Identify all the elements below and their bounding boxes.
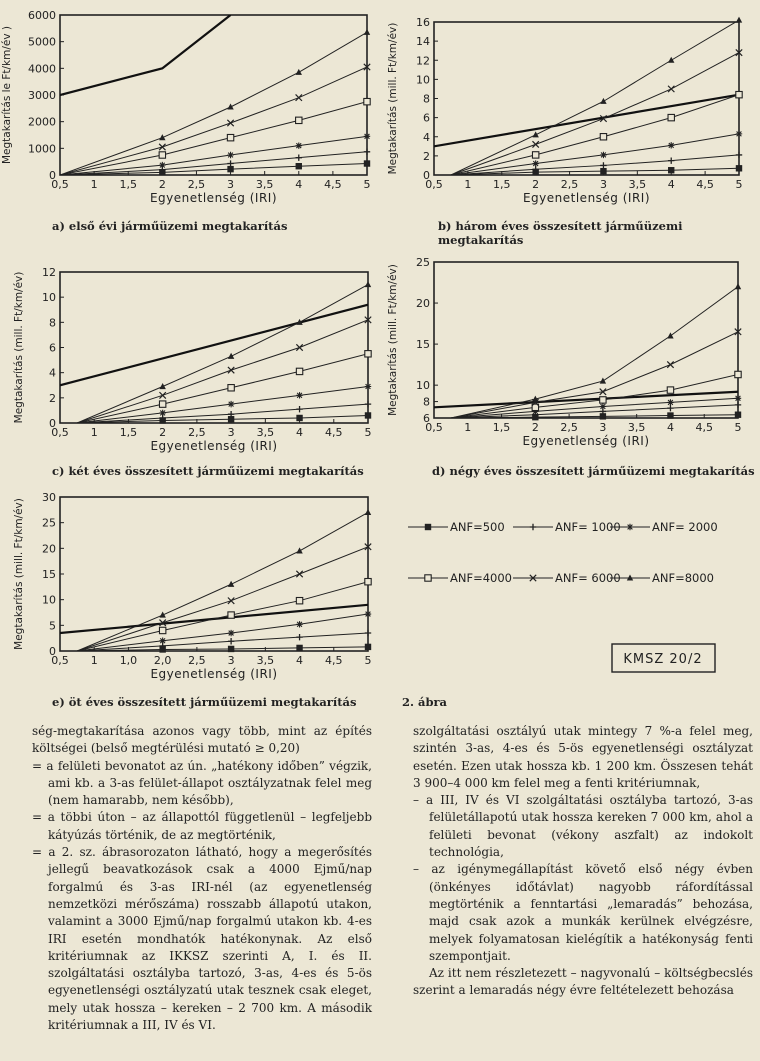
right-paragraph-1: – a III, IV és VI szolgáltatási osztályba tartozó, 3-as felületállapotú utak hossza kereken 7 000 km, ahol a felületi bevonat (vékony aszfalt) az indokolt technológia, xyxy=(413,793,753,860)
data-point xyxy=(668,157,674,163)
data-point xyxy=(296,415,302,421)
data-point xyxy=(667,332,673,338)
data-point xyxy=(296,142,302,148)
y-tick-label: 3000 xyxy=(28,89,56,102)
y-tick-label: 10 xyxy=(416,379,430,393)
data-point xyxy=(159,410,165,416)
x-tick-label: 2 xyxy=(158,178,166,191)
x-tick-label: 0,5 xyxy=(51,426,69,439)
y-tick-label: 15 xyxy=(42,568,56,581)
x-tick-label: 3,5 xyxy=(628,178,647,191)
data-point xyxy=(228,581,234,587)
data-point xyxy=(735,395,741,401)
legend-item xyxy=(610,571,714,585)
x-tick-label: 4,5 xyxy=(324,178,342,191)
data-point xyxy=(364,160,370,166)
x-tick-label: 1 xyxy=(464,421,472,434)
series-line-anf-8000 xyxy=(77,285,368,423)
data-point xyxy=(364,149,370,155)
plot-frame xyxy=(434,22,739,175)
data-point xyxy=(365,630,371,636)
series-line-anf-1000 xyxy=(60,152,367,175)
data-point xyxy=(667,387,673,393)
data-point xyxy=(228,646,234,652)
data-point xyxy=(296,368,302,374)
x-tick-label: 3,5 xyxy=(256,426,275,439)
x-tick-label: 1 xyxy=(464,178,472,191)
data-point xyxy=(365,412,371,418)
legend-label: ANF= 6000 xyxy=(555,571,621,585)
data-point xyxy=(159,144,165,150)
data-point xyxy=(365,281,371,287)
caption-chart-a: a) első évi járműüzemi megtakarítás xyxy=(52,219,288,233)
x-tick-label: 2,5 xyxy=(188,426,206,439)
x-tick-label: 4,5 xyxy=(696,178,714,191)
y-axis-label: Megtakarítás le Ft/km/év ) xyxy=(1,25,13,165)
kmsz-box xyxy=(612,644,715,672)
x-tick-label: 2,5 xyxy=(560,178,579,191)
data-point xyxy=(227,152,233,158)
x-tick-label: 1,5 xyxy=(492,421,511,434)
x-tick-label: 4,5 xyxy=(325,654,343,667)
x-tick-label: 0,5 xyxy=(425,421,443,434)
right-paragraph-3: Az itt nem részletezett – nagyvonalú – költségbecslés szerint a lemaradás négy évre feltételezett behozása xyxy=(413,966,753,998)
x-tick-label: 2,0 xyxy=(153,654,172,667)
data-point xyxy=(228,638,234,644)
y-tick-label: 0 xyxy=(49,645,56,658)
x-tick-label: 4 xyxy=(296,426,304,439)
caption-chart-b: b) három éves összesített járműüzemi megtakarítás xyxy=(438,219,683,247)
y-tick-label: 12 xyxy=(42,266,56,279)
chart-d xyxy=(387,256,742,448)
data-point xyxy=(668,167,674,173)
y-tick-label: 8 xyxy=(49,316,56,330)
left-paragraph-2: = a többi úton – az állapottól függetlenül – legfeljebb kátyúzás történik, de az megtörténik, xyxy=(32,810,372,842)
legend-marker xyxy=(425,524,431,530)
legend-marker xyxy=(627,524,633,530)
cost-line xyxy=(60,305,368,386)
x-tick-label: 1 xyxy=(90,178,98,191)
data-point xyxy=(735,283,741,289)
data-point xyxy=(532,141,538,147)
y-tick-label: 4 xyxy=(49,366,56,380)
y-tick-label: 2000 xyxy=(28,115,56,129)
x-tick-label: 3 xyxy=(227,654,235,667)
y-tick-label: 25 xyxy=(42,516,56,530)
data-point xyxy=(736,152,742,158)
data-point xyxy=(667,405,673,411)
y-tick-label: 25 xyxy=(416,256,430,269)
series-line-anf-4000 xyxy=(77,354,368,423)
series-line-anf-6000 xyxy=(451,53,739,175)
data-point xyxy=(668,142,674,148)
data-point xyxy=(364,133,370,139)
data-point xyxy=(600,168,606,174)
x-tick-label: 3,5 xyxy=(256,654,275,667)
x-tick-label: 2 xyxy=(532,178,540,191)
x-tick-label: 5 xyxy=(364,426,372,439)
data-point xyxy=(600,378,606,384)
data-point xyxy=(735,412,741,418)
x-tick-label: 5 xyxy=(734,421,742,434)
legend-label: ANF= 1000 xyxy=(555,520,621,534)
y-tick-label: 0 xyxy=(423,169,430,182)
data-point xyxy=(532,160,538,166)
series-line-anf-1000 xyxy=(77,633,368,651)
data-point xyxy=(228,353,234,359)
y-tick-label: 15 xyxy=(416,338,430,352)
series-line-anf-4000 xyxy=(451,95,739,175)
legend-item xyxy=(513,571,621,585)
data-point xyxy=(667,412,673,418)
x-tick-label: 1,0 xyxy=(119,654,138,667)
legend-marker xyxy=(530,524,536,530)
data-point xyxy=(159,392,165,398)
x-tick-label: 2,5 xyxy=(560,421,578,434)
data-point xyxy=(735,402,741,408)
series-line-anf-8000 xyxy=(451,20,739,175)
x-tick-label: 3 xyxy=(227,178,235,191)
x-tick-label: 4 xyxy=(296,654,304,667)
data-point xyxy=(296,634,302,640)
y-tick-label: 5000 xyxy=(28,35,56,49)
y-tick-label: 30 xyxy=(42,491,56,504)
data-point xyxy=(667,399,673,405)
chart-a xyxy=(1,9,371,205)
kmsz-label: KMSZ 20/2 xyxy=(623,652,703,667)
y-tick-label: 16 xyxy=(416,16,430,29)
data-point xyxy=(296,154,302,160)
data-point xyxy=(296,597,302,603)
x-tick-label: 2 xyxy=(531,421,539,434)
data-point xyxy=(159,162,165,168)
data-point xyxy=(228,367,234,373)
data-point xyxy=(228,385,234,391)
data-point xyxy=(228,401,234,407)
x-tick-label: 4,5 xyxy=(695,421,713,434)
y-tick-label: 20 xyxy=(416,297,430,311)
chart-e xyxy=(13,491,372,681)
data-point xyxy=(532,152,538,158)
x-tick-label: 1 xyxy=(90,426,98,439)
legend-marker xyxy=(425,575,431,581)
y-tick-label: 12 xyxy=(416,54,430,68)
data-point xyxy=(668,86,674,92)
data-point xyxy=(296,117,302,123)
x-tick-label: 1 xyxy=(90,654,98,667)
x-tick-label: 5 xyxy=(735,178,743,191)
y-tick-label: 10 xyxy=(42,291,56,305)
x-tick-label: 4 xyxy=(295,178,303,191)
data-point xyxy=(296,94,302,100)
data-point xyxy=(600,152,606,158)
x-tick-label: 3,5 xyxy=(627,421,646,434)
y-tick-label: 2 xyxy=(423,149,430,163)
x-tick-label: 0,5 xyxy=(51,654,69,667)
data-point xyxy=(296,406,302,412)
data-point xyxy=(600,403,606,409)
x-tick-label: 1,5 xyxy=(119,178,137,191)
legend xyxy=(408,520,718,585)
data-point xyxy=(159,401,165,407)
data-point xyxy=(296,69,302,75)
data-point xyxy=(296,163,302,169)
legend-item xyxy=(408,520,505,534)
y-tick-label: 20 xyxy=(42,542,56,556)
x-tick-label: 1,5 xyxy=(119,426,138,439)
x-tick-label: 3,5 xyxy=(255,178,274,191)
data-point xyxy=(364,29,370,35)
data-point xyxy=(600,134,606,140)
plot-frame xyxy=(60,272,368,423)
data-point xyxy=(365,401,371,407)
y-tick-label: 5 xyxy=(49,619,56,633)
left-paragraph-1: = a felületi bevonatot az ún. „hatékony időben” végzik, ami kb. a 3-as felület-állapot osztályzatnak felel meg (nem hamarabb, nem később), xyxy=(32,758,372,808)
x-axis-label: Egyenetlenség (IRI) xyxy=(150,667,278,681)
data-point xyxy=(600,98,606,104)
data-point xyxy=(365,579,371,585)
data-point xyxy=(365,351,371,357)
y-tick-label: 10 xyxy=(42,593,56,607)
data-point xyxy=(296,645,302,651)
chart-c xyxy=(13,266,372,453)
x-axis-label: Egyenetlenség (IRI) xyxy=(522,191,651,205)
y-tick-label: 4000 xyxy=(28,62,56,76)
y-tick-label: 6 xyxy=(49,341,56,355)
x-tick-label: 2,5 xyxy=(188,654,206,667)
data-point xyxy=(600,397,606,403)
x-axis-label: Egyenetlenség (IRI) xyxy=(522,434,650,448)
x-tick-label: 0,5 xyxy=(425,178,443,191)
legend-item xyxy=(408,571,512,585)
caption-chart-c: c) két éves összesített járműüzemi megtakarítás xyxy=(52,464,364,478)
x-tick-label: 2,5 xyxy=(187,178,206,191)
x-tick-label: 4,5 xyxy=(325,426,343,439)
data-point xyxy=(600,162,606,168)
legend-item xyxy=(513,520,621,534)
x-tick-label: 2 xyxy=(159,426,167,439)
right-paragraph-2: – az igénymegállapítást követő első négy évben (önkényes időtávlat) nagyobb ráfordítással megtörténik a fenntartási „lemaradás” behozása, majd csak azok a munkák kerülnek elvégzésre, melyek folyamatosan kielégítik a hatékonyság fenti szempontjait. xyxy=(413,862,753,963)
data-point xyxy=(296,571,302,577)
caption-chart-d: d) négy éves összesített járműüzemi megtakarítás xyxy=(432,464,755,478)
y-axis-label: Megtakarítás (mill. Ft/km/év) xyxy=(13,498,25,650)
data-point xyxy=(365,509,371,515)
data-point xyxy=(228,597,234,603)
data-point xyxy=(736,91,742,97)
data-point xyxy=(736,131,742,137)
data-point xyxy=(296,547,302,553)
data-point xyxy=(227,120,233,126)
y-axis-label: Megtakarítás (mill. Ft/km/év) xyxy=(13,271,25,424)
y-tick-label: 0 xyxy=(49,417,56,430)
series-line-anf-500 xyxy=(77,415,368,423)
data-point xyxy=(227,166,233,172)
legend-label: ANF=4000 xyxy=(450,571,512,585)
y-tick-label: 0 xyxy=(49,169,56,182)
y-axis-label: Megtakarítás (mill. Ft/km/év) xyxy=(387,22,399,175)
y-tick-label: 8 xyxy=(423,395,430,409)
data-point xyxy=(735,371,741,377)
data-point xyxy=(365,383,371,389)
legend-item xyxy=(610,520,718,534)
legend-label: ANF= 2000 xyxy=(652,520,718,534)
x-tick-label: 5 xyxy=(363,178,371,191)
data-point xyxy=(227,103,233,109)
plot-frame xyxy=(60,15,367,175)
x-tick-label: 3 xyxy=(599,421,607,434)
y-tick-label: 6 xyxy=(423,111,430,125)
data-point xyxy=(227,160,233,166)
y-tick-label: 4 xyxy=(423,130,430,144)
data-point xyxy=(668,114,674,120)
y-tick-label: 2 xyxy=(49,391,56,405)
left-paragraph-0: ség-megtakarítása azonos vagy több, mint az építés költségei (belső megtérülési mutató ≥ 0,20) xyxy=(32,724,372,756)
left-paragraph-3: = a 2. sz. ábrasorozaton látható, hogy a megerősítés jellegű beavatkozások csak a 4000 Ejmű/nap forgalmú és 3-as IRI-nél (az egyenetlenség nemzetközi mérőszáma) rosszabb állapotú utakon, valamint a 3000 Ejmű/nap forgalmú utakon kb. 4-es IRI esetén mondhatók hatékonynak. Az első kritériumnak az IKKSZ szerinti A, I. és II. szolgáltatási osztályba tartozó, 3-as, 4-es és 5-ös egyenetlenségi osztályzatú utak tesznek csak eleget, mely utak hossza – kereken – 2 700 km. A második kritériumnak a III, IV és VI. xyxy=(32,845,372,1033)
x-tick-label: 3 xyxy=(599,178,607,191)
data-point xyxy=(228,630,234,636)
data-point xyxy=(364,98,370,104)
data-point xyxy=(159,152,165,158)
series-line-anf-8000 xyxy=(77,512,368,651)
data-point xyxy=(668,57,674,63)
data-point xyxy=(296,392,302,398)
cost-line xyxy=(434,95,739,147)
caption-chart-e: e) öt éves összesített járműüzemi megtakarítás xyxy=(52,695,357,709)
data-point xyxy=(736,17,742,23)
data-point xyxy=(736,165,742,171)
series-line-anf-4000 xyxy=(60,102,367,175)
data-point xyxy=(532,131,538,137)
x-tick-label: 3 xyxy=(227,426,235,439)
data-point xyxy=(159,627,165,633)
data-point xyxy=(159,638,165,644)
series-line-anf-8000 xyxy=(60,32,367,175)
right-paragraph-0: szolgáltatási osztályú utak mintegy 7 %-a felel meg, szintén 3-as, 4-es és 5-ös egyenetlenségi osztályzat esetén. Ezen utak hossza kb. 1 200 km. Összesen tehát 3 900–4 000 km felel meg a fenti kritériumnak, xyxy=(413,724,753,790)
y-tick-label: 14 xyxy=(416,35,430,49)
x-axis-label: Egyenetlenség (IRI) xyxy=(149,191,278,205)
data-point xyxy=(365,644,371,650)
chart-b xyxy=(387,16,743,205)
x-tick-label: 5 xyxy=(364,654,372,667)
x-tick-label: 4 xyxy=(667,178,675,191)
y-tick-label: 10 xyxy=(416,73,430,87)
cost-line xyxy=(60,15,231,95)
x-tick-label: 1,5 xyxy=(493,178,511,191)
data-point xyxy=(365,611,371,617)
y-axis-label: Megtakarítás (mill. Ft/km/év) xyxy=(387,264,399,416)
y-tick-label: 6000 xyxy=(28,9,56,22)
legend-label: ANF=500 xyxy=(450,520,505,534)
data-point xyxy=(296,621,302,627)
y-tick-label: 6 xyxy=(423,412,430,425)
x-tick-label: 4 xyxy=(666,421,674,434)
series-line-anf-4000 xyxy=(77,582,368,651)
data-point xyxy=(228,612,234,618)
data-point xyxy=(227,134,233,140)
text-column-left xyxy=(32,723,372,1034)
text-column-right xyxy=(413,723,753,1000)
y-tick-label: 1000 xyxy=(28,142,56,156)
legend-label: ANF=8000 xyxy=(652,571,714,585)
data-point xyxy=(296,344,302,350)
x-axis-label: Egyenetlenség (IRI) xyxy=(150,439,278,453)
data-point xyxy=(667,361,673,367)
x-tick-label: 0,5 xyxy=(51,178,69,191)
y-tick-label: 8 xyxy=(423,92,430,106)
figure-label: 2. ábra xyxy=(402,695,448,709)
